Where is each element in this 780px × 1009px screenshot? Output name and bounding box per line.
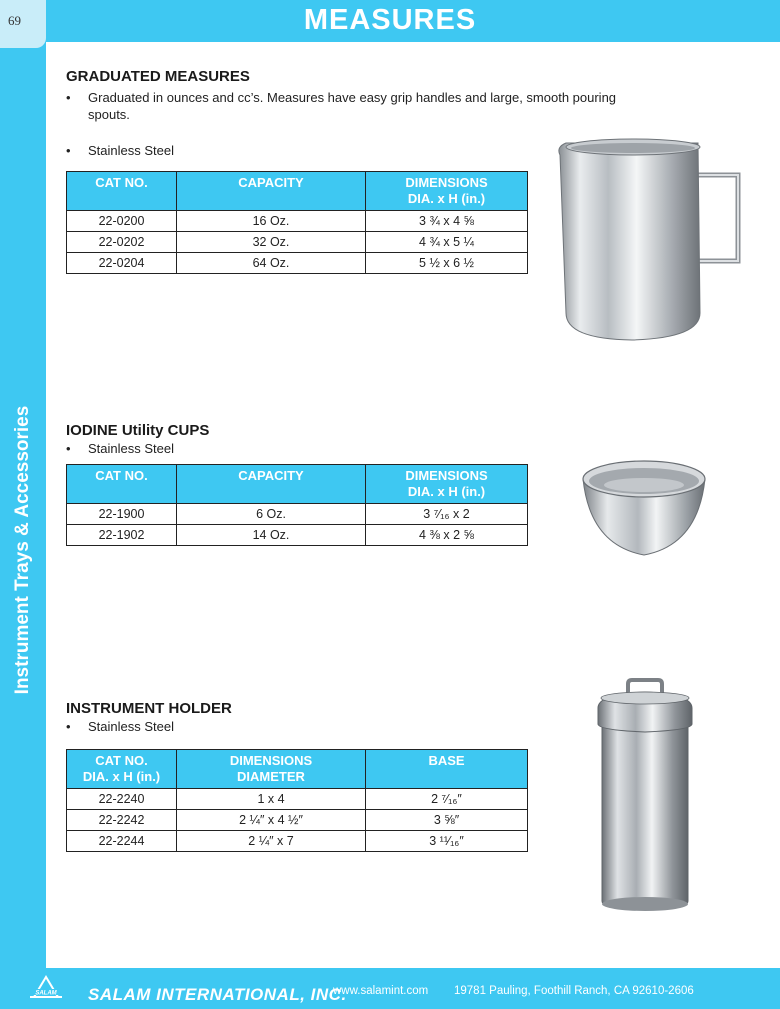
graduated-measures-section <box>66 68 626 159</box>
cat-no-cell: 22-0202 <box>67 232 177 253</box>
bullet-item: • Graduated in ounces and cc’s. Measures have easy grip handles and large, smooth pouring spouts. <box>66 89 626 123</box>
table-header-row <box>67 172 528 211</box>
instrument-holder-section <box>66 700 546 735</box>
graduated-measures-table <box>66 171 528 274</box>
table-row <box>67 525 528 546</box>
cat-no-cell: 22-1900 <box>67 504 177 525</box>
base-cell: 2 ⁷⁄₁₆″ <box>366 789 528 810</box>
dimensions-cell: 2 ¼″ x 4 ½″ <box>177 810 366 831</box>
section-title: INSTRUMENT HOLDER <box>66 700 232 717</box>
section-title: IODINE Utility CUPS <box>66 422 210 439</box>
instrument-holder-table <box>66 749 528 852</box>
base-cell: 3 ⅝″ <box>366 810 528 831</box>
graduated-measure-image <box>548 133 748 348</box>
dimensions-cell: 1 x 4 <box>177 789 366 810</box>
table-header-row <box>67 750 528 789</box>
table-row <box>67 504 528 525</box>
side-bar <box>0 42 46 968</box>
dimensions-cell: 4 ¾ x 5 ¼ <box>366 232 528 253</box>
company-name: SALAM INTERNATIONAL, INC. <box>88 985 347 1004</box>
table-row <box>67 810 528 831</box>
capacity-cell: 32 Oz. <box>177 232 366 253</box>
base-cell: 3 ¹¹⁄₁₆″ <box>366 831 528 852</box>
capacity-cell: 64 Oz. <box>177 253 366 274</box>
header-base: BASE <box>366 750 528 789</box>
table-row <box>67 831 528 852</box>
section-title: GRADUATED MEASURES <box>66 68 250 85</box>
capacity-cell: 14 Oz. <box>177 525 366 546</box>
salam-logo-icon <box>28 975 64 999</box>
iodine-cups-table <box>66 464 528 546</box>
dimensions-cell: 3 ⁷⁄₁₆ x 2 <box>366 504 528 525</box>
header-dimensions: DIMENSIONS DIAMETER <box>177 750 366 789</box>
table-header-row <box>67 465 528 504</box>
table-row <box>67 253 528 274</box>
bullet-item: • Stainless Steel <box>66 718 546 735</box>
capacity-cell: 16 Oz. <box>177 211 366 232</box>
header-cat-no: CAT NO. <box>67 172 177 211</box>
bullet-item: • Stainless Steel <box>66 440 546 457</box>
table-row <box>67 211 528 232</box>
dimensions-cell: 3 ¾ x 4 ⅝ <box>366 211 528 232</box>
table-row <box>67 789 528 810</box>
website-link[interactable]: www.salamint.com <box>333 985 429 997</box>
svg-text:SALAM: SALAM <box>35 990 57 997</box>
header-capacity: CAPACITY <box>177 465 366 504</box>
cat-no-cell: 22-2244 <box>67 831 177 852</box>
header-cat-no: CAT NO. DIA. x H (in.) <box>67 750 177 789</box>
dimensions-cell: 5 ½ x 6 ½ <box>366 253 528 274</box>
dimensions-cell: 2 ¼″ x 7 <box>177 831 366 852</box>
header-cat-no: CAT NO. <box>67 465 177 504</box>
header-dimensions: DIMENSIONS DIA. x H (in.) <box>366 465 528 504</box>
cat-no-cell: 22-2240 <box>67 789 177 810</box>
company-address: 19781 Pauling, Foothill Ranch, CA 92610-2606 <box>454 985 694 997</box>
page-number: 69 <box>0 0 46 48</box>
cat-no-cell: 22-1902 <box>67 525 177 546</box>
header-dimensions: DIMENSIONS DIA. x H (in.) <box>366 172 528 211</box>
instrument-holder-image <box>592 676 698 914</box>
iodine-cups-section <box>66 422 546 457</box>
dimensions-cell: 4 ⅜ x 2 ⅝ <box>366 525 528 546</box>
table-row <box>67 232 528 253</box>
page-title: MEASURES <box>303 4 477 36</box>
header-capacity: CAPACITY <box>177 172 366 211</box>
cat-no-cell: 22-0200 <box>67 211 177 232</box>
cat-no-cell: 22-0204 <box>67 253 177 274</box>
cat-no-cell: 22-2242 <box>67 810 177 831</box>
capacity-cell: 6 Oz. <box>177 504 366 525</box>
iodine-cup-image <box>578 455 710 560</box>
side-category-label: Instrument Trays & Accessories <box>12 405 33 695</box>
bullet-item: • Stainless Steel <box>66 142 626 159</box>
